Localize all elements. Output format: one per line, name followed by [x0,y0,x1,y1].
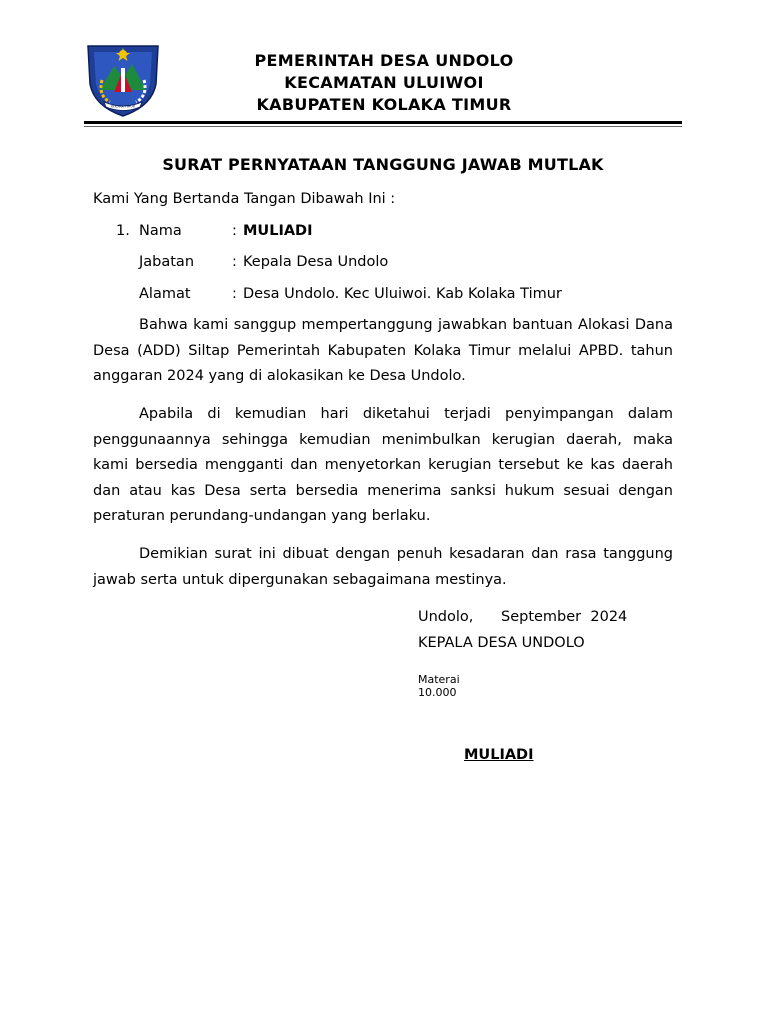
paragraph-liability [93,402,673,530]
paragraph-closing [93,542,673,593]
paragraph-statement [93,313,673,390]
letterhead-divider-thick [84,121,682,124]
intro-text: Kami Yang Bertanda Tangan Dibawah Ini : [93,191,396,207]
position-label: Jabatan [139,254,195,270]
identity-number: 1. [116,223,130,239]
signature-date: September 2024 [501,609,628,625]
signatory-name: MULIADI [464,747,534,763]
letterhead [180,50,588,116]
position-colon: : [232,254,237,270]
name-colon: : [232,223,237,239]
emblem-scroll-text: KOLAKA TIMUR [111,104,135,109]
address-value: Desa Undolo. Kec Uluiwoi. Kab Kolaka Timur [243,286,562,302]
letterhead-line-3: KABUPATEN KOLAKA TIMUR [256,95,512,114]
stamp-value: 10.000 [418,686,457,699]
signature-place: Undolo, [418,609,474,625]
name-value: MULIADI [243,223,313,239]
position-value: Kepala Desa Undolo [243,254,389,270]
letterhead-line-2: KECAMATAN ULUIWOI [284,73,484,92]
address-label: Alamat [139,286,191,302]
document-title: SURAT PERNYATAAN TANGGUNG JAWAB MUTLAK [162,155,604,174]
paragraph-closing-text: Demikian surat ini dibuat dengan penuh kesadaran dan rasa tanggung jawab serta untuk dipergunakan sebagaimana mestinya. [93,546,673,588]
letterhead-line-1: PEMERINTAH DESA UNDOLO [254,51,514,70]
letterhead-divider-thin [84,126,682,127]
paragraph-statement-text: Bahwa kami sanggup mempertanggung jawabkan bantuan Alokasi Dana Desa (ADD) Siltap Pemerintah Kabupaten Kolaka Timur melalui APBD. tahun anggaran 2024 yang di alokasikan ke Desa Undolo. [93,317,673,384]
kolaka-timur-emblem [84,40,162,118]
address-colon: : [232,286,237,302]
paragraph-liability-text: Apabila di kemudian hari diketahui terjadi penyimpangan dalam penggunaannya sehingga kemudian menimbulkan kerugian daerah, maka kami bersedia mengganti dan menyetorkan kerugian tersebut ke kas daerah dan atau kas Desa serta bersedia menerima sanksi hukum sesuai dengan peraturan perundang-undangan yang berlaku. [93,406,673,524]
name-label: Nama [139,223,182,239]
stamp-label: Materai [418,673,460,686]
signature-role: KEPALA DESA UNDOLO [418,635,585,651]
